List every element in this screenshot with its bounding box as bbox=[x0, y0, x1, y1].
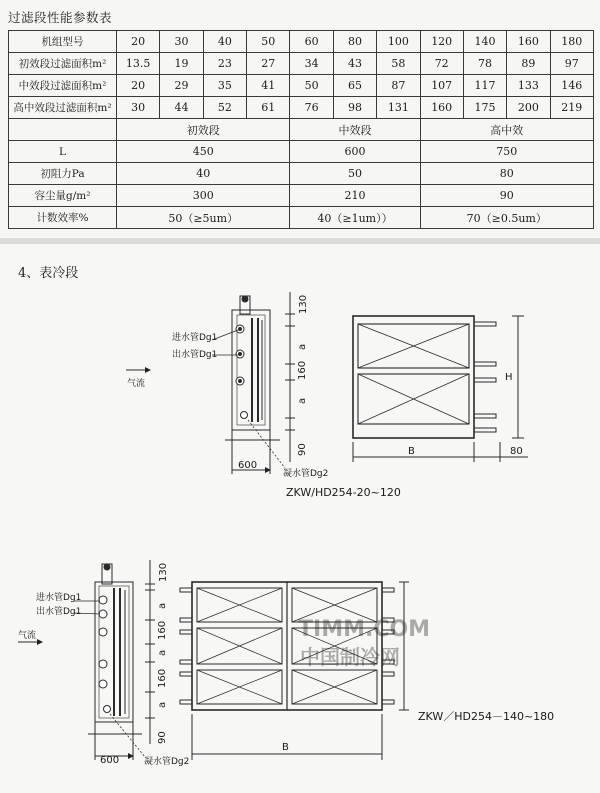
table-cell: 50 bbox=[247, 31, 290, 53]
table-cell: 70（≥0.5um） bbox=[420, 207, 593, 229]
table-cell: 13.5 bbox=[117, 53, 160, 75]
dim-80-label: 80 bbox=[510, 446, 523, 457]
row-header: L bbox=[9, 141, 117, 163]
table-cell: 80 bbox=[333, 31, 376, 53]
watermark-text: TIMM.COM bbox=[298, 617, 431, 642]
table-cell: 44 bbox=[160, 97, 203, 119]
table-cell: 117 bbox=[463, 75, 506, 97]
filter-parameter-table bbox=[8, 30, 594, 229]
table-cell: 219 bbox=[550, 97, 593, 119]
drain-connection bbox=[241, 412, 248, 419]
table-row bbox=[9, 97, 594, 119]
stage-header: 初效段 bbox=[117, 119, 290, 141]
table-cell: 60 bbox=[290, 31, 333, 53]
table-cell: 50 bbox=[290, 163, 420, 185]
dim-160-label: 160 bbox=[157, 668, 168, 688]
table-cell: 160 bbox=[507, 31, 550, 53]
model-label: ZKW/HD254-20~120 bbox=[286, 486, 401, 499]
table-cell: 19 bbox=[160, 53, 203, 75]
drain-pipe-label: 凝水管Dg2 bbox=[144, 757, 190, 767]
stage-header: 高中效 bbox=[420, 119, 593, 141]
table-cell: 180 bbox=[550, 31, 593, 53]
dim-a-label: a bbox=[157, 649, 168, 656]
table-row bbox=[9, 75, 594, 97]
airflow-label: 气流 bbox=[127, 379, 146, 389]
table-cell: 89 bbox=[507, 53, 550, 75]
table-cell: 200 bbox=[507, 97, 550, 119]
pipe-nozzle bbox=[474, 322, 496, 326]
table-cell: 43 bbox=[333, 53, 376, 75]
table-cell: 34 bbox=[290, 53, 333, 75]
table-cell: 50 bbox=[290, 75, 333, 97]
watermark-text: 中国制冷网 bbox=[300, 645, 400, 669]
outlet-pipe-label: 出水管Dg1 bbox=[172, 350, 218, 360]
table-cell: 133 bbox=[507, 75, 550, 97]
row-header: 中效段过滤面积m² bbox=[9, 75, 117, 97]
inlet-pipe-label: 进水管Dg1 bbox=[172, 333, 218, 343]
dim-600-label: 600 bbox=[100, 755, 120, 766]
table-cell: 450 bbox=[117, 141, 290, 163]
table-cell: 40 bbox=[203, 31, 246, 53]
row-header: 机组型号 bbox=[9, 31, 117, 53]
diagram-1 bbox=[126, 292, 528, 474]
table-row bbox=[9, 185, 594, 207]
table-cell: 40 bbox=[117, 163, 290, 185]
inlet-pipe-label: 进水管Dg1 bbox=[36, 593, 82, 603]
table-cell: 65 bbox=[333, 75, 376, 97]
table-row bbox=[9, 31, 594, 53]
table-cell: 97 bbox=[550, 53, 593, 75]
table-cell: 107 bbox=[420, 75, 463, 97]
dim-B-label: B bbox=[282, 742, 289, 753]
table-cell: 29 bbox=[160, 75, 203, 97]
dim-a-label: a bbox=[297, 343, 308, 350]
stage-header: 中效段 bbox=[290, 119, 420, 141]
table-cell: 76 bbox=[290, 97, 333, 119]
table-cell: 750 bbox=[420, 141, 593, 163]
row-header: 初阻力Pa bbox=[9, 163, 117, 185]
drain-pipe-label: 凝水管Dg2 bbox=[283, 469, 329, 479]
table-cell: 50（≥5um） bbox=[117, 207, 290, 229]
table-row bbox=[9, 119, 594, 141]
dim-160-label: 160 bbox=[157, 620, 168, 640]
model-label: ZKW／HD254－140~180 bbox=[418, 710, 555, 723]
dim-a-label: a bbox=[157, 602, 168, 609]
table-cell: 30 bbox=[117, 97, 160, 119]
cooling-section-panel bbox=[0, 244, 600, 793]
table-cell: 600 bbox=[290, 141, 420, 163]
row-header: 计数效率% bbox=[9, 207, 117, 229]
table-cell: 52 bbox=[203, 97, 246, 119]
table-row bbox=[9, 53, 594, 75]
table-cell: 80 bbox=[420, 163, 593, 185]
table-cell: 20 bbox=[117, 31, 160, 53]
table-title: 过滤段性能参数表 bbox=[8, 10, 113, 25]
table-cell: 58 bbox=[377, 53, 420, 75]
table-cell: 140 bbox=[463, 31, 506, 53]
table-cell: 90 bbox=[420, 185, 593, 207]
table-cell: 175 bbox=[463, 97, 506, 119]
table-cell: 131 bbox=[377, 97, 420, 119]
table-cell: 120 bbox=[420, 31, 463, 53]
pipe-nozzle bbox=[180, 588, 192, 592]
table-cell: 40（≥1um）） bbox=[290, 207, 420, 229]
table-row bbox=[9, 141, 594, 163]
table-row bbox=[9, 163, 594, 185]
watermark bbox=[298, 617, 430, 669]
table-cell: 35 bbox=[203, 75, 246, 97]
row-header: 初效段过滤面积m² bbox=[9, 53, 117, 75]
table-cell: 100 bbox=[377, 31, 420, 53]
table-cell: 78 bbox=[463, 53, 506, 75]
dim-a-label: a bbox=[157, 701, 168, 708]
front-view-frame bbox=[353, 316, 474, 438]
table-cell: 210 bbox=[290, 185, 420, 207]
table-cell: 27 bbox=[247, 53, 290, 75]
parameter-table-panel bbox=[0, 0, 600, 238]
dim-a-label: a bbox=[297, 397, 308, 404]
table-row bbox=[9, 207, 594, 229]
table-cell: 61 bbox=[247, 97, 290, 119]
outlet-connection bbox=[99, 610, 107, 618]
table-cell: 72 bbox=[420, 53, 463, 75]
dim-H-label: H bbox=[505, 372, 513, 383]
dim-90-label: 90 bbox=[157, 731, 168, 744]
cooling-coil-drawings bbox=[0, 244, 600, 793]
dim-90-label: 90 bbox=[297, 443, 308, 456]
table-cell: 20 bbox=[117, 75, 160, 97]
section-title: 4、表冷段 bbox=[18, 266, 79, 281]
table-cell: 146 bbox=[550, 75, 593, 97]
row-header: 高中效段过滤面积m² bbox=[9, 97, 117, 119]
dim-130-label: 130 bbox=[158, 562, 169, 582]
table-cell bbox=[9, 119, 117, 141]
dim-160-label: 160 bbox=[297, 360, 308, 380]
outlet-pipe-label: 出水管Dg1 bbox=[36, 607, 82, 617]
table-cell: 23 bbox=[203, 53, 246, 75]
airflow-label: 气流 bbox=[18, 631, 37, 641]
dim-600-label: 600 bbox=[238, 460, 258, 471]
table-cell: 300 bbox=[117, 185, 290, 207]
table-cell: 98 bbox=[333, 97, 376, 119]
inlet-connection bbox=[99, 596, 107, 604]
row-header: 容尘量g/m² bbox=[9, 185, 117, 207]
drain-connection bbox=[104, 706, 111, 713]
table-cell: 160 bbox=[420, 97, 463, 119]
dim-130-label: 130 bbox=[298, 294, 309, 314]
dim-B-label: B bbox=[408, 446, 415, 457]
table-cell: 41 bbox=[247, 75, 290, 97]
table-cell: 30 bbox=[160, 31, 203, 53]
table-cell: 87 bbox=[377, 75, 420, 97]
